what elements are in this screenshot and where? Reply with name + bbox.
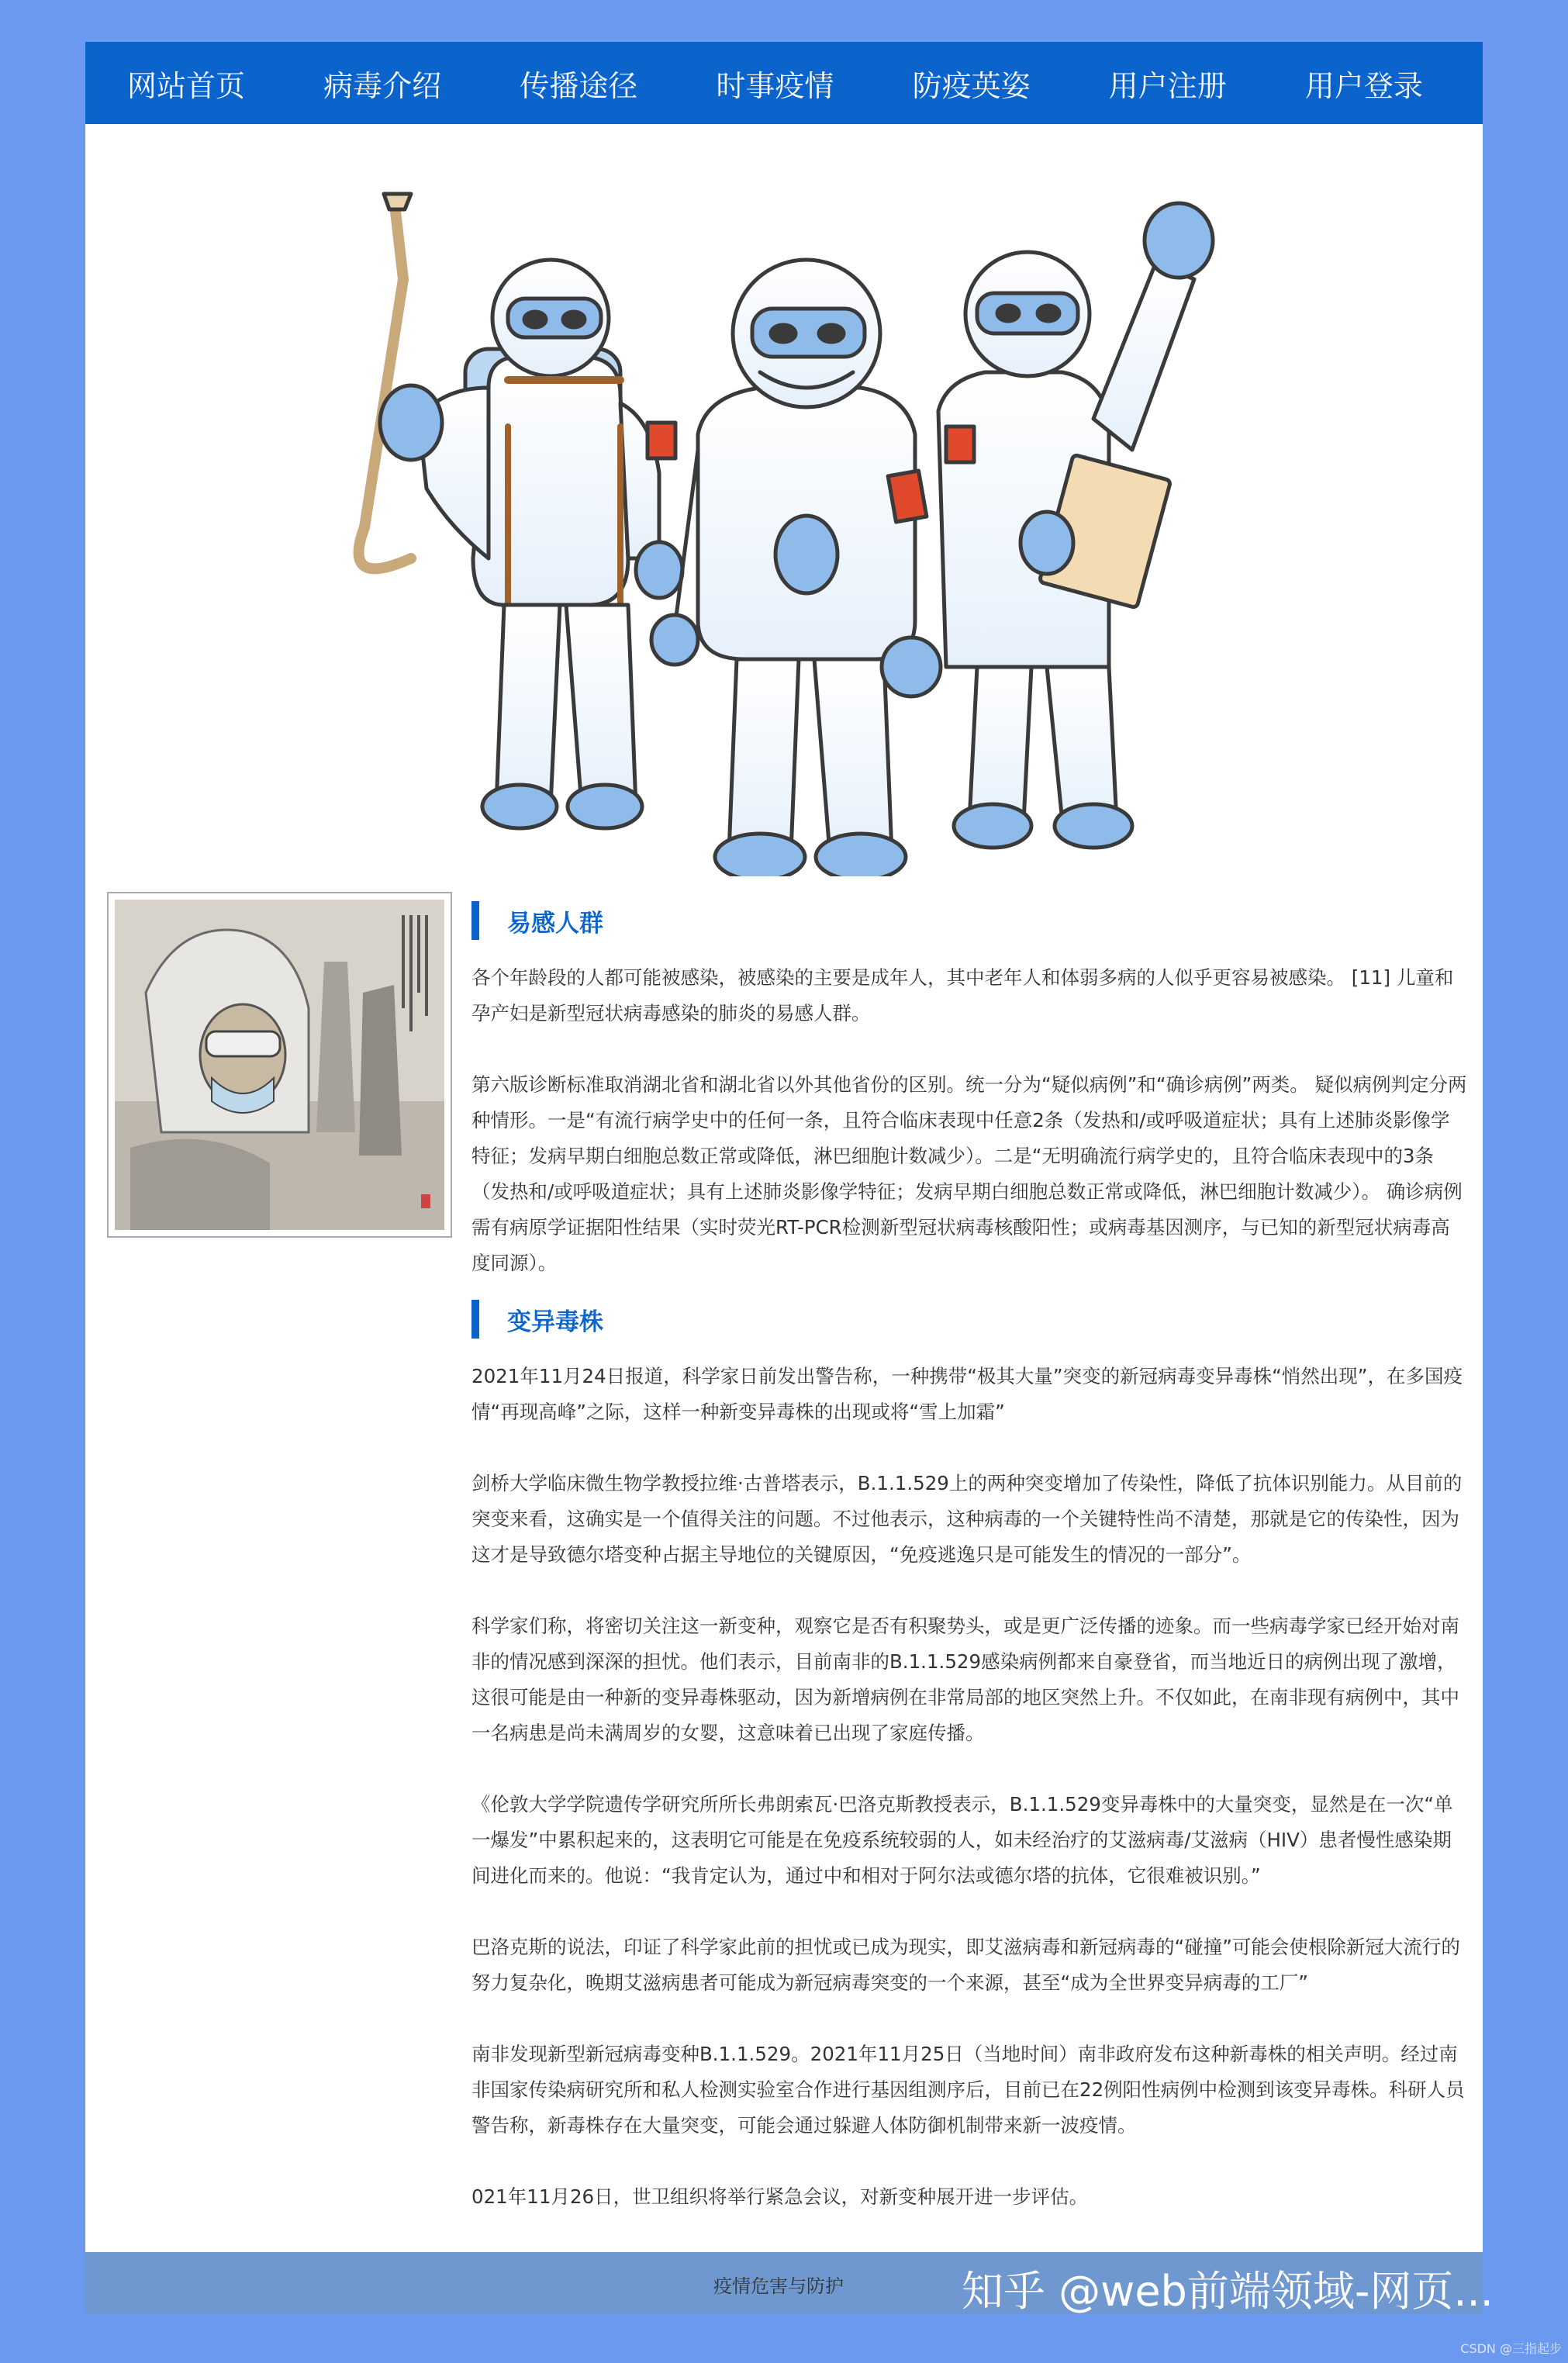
section-accent-bar xyxy=(471,1300,479,1339)
hero-illustration xyxy=(85,124,1483,876)
nav-login[interactable]: 用户登录 xyxy=(1304,68,1423,103)
nav-register[interactable]: 用户注册 xyxy=(1108,68,1227,103)
nav-current-news[interactable]: 时事疫情 xyxy=(716,68,834,103)
nav-heroes[interactable]: 防疫英姿 xyxy=(912,68,1031,103)
paragraph: 剑桥大学临床微生物学教授拉维·古普塔表示，B.1.1.529上的两种突变增加了传染性，降低了抗体识别能力。从目前的突变来看，这确实是一个值得关注的问题。不过他表示，这种病毒的一个关键特性尚不清楚，那就是它的传染性，因为这才是导致德尔塔变种占据主导地位的关键原因，“免疫逃逸只是可能发生的情况的一部分”。 xyxy=(471,1472,1463,1566)
paragraph: 021年11月26日，世卫组织将举行紧急会议，对新变种展开进一步评估。 xyxy=(471,2185,1089,2208)
paragraph: 第六版诊断标准取消湖北省和湖北省以外其他省份的区别。统一分为“疑似病例”和“确诊病例”两类。 疑似病例判定分两种情形。一是“有流行病学史中的任何一条，且符合临床表现中任意2条（发热和/或呼吸道症状；具有上述肺炎影像学特征；发病早期白细胞总数正常或降低，淋巴细胞计数减少）。二是“无明确流行病学史的，且符合临床表现中的3条（发热和/或呼吸道症状；具有上述肺炎影像学特征；发病早期白细胞总数正常或降低，淋巴细胞计数减少）。 确诊病例需有病原学证据阳性结果（实时荧光RT-PCR检测新型冠状病毒核酸阳性；或病毒基因测序，与已知的新型冠状病毒高度同源）。 xyxy=(471,1073,1467,1274)
paragraph: 2021年11月24日报道，科学家日前发出警告称，一种携带“极其大量”突变的新冠病毒变异毒株“悄然出现”，在多国疫情“再现高峰”之际，这样一种新变异毒株的出现或将“雪上加霜” xyxy=(471,1365,1463,1423)
csdn-watermark: CSDN @三指起步 xyxy=(1460,2341,1562,2356)
section-heading: 易感人群 xyxy=(507,909,603,938)
nav-home[interactable]: 网站首页 xyxy=(127,68,246,103)
main-content xyxy=(471,901,1468,2251)
paragraph: 《伦敦大学学院遗传学研究所所长弗朗索瓦·巴洛克斯教授表示，B.1.1.529变异毒株中的大量突变，显然是在一次“单一爆发”中累积起来的，这表明它可能是在免疫系统较弱的人，如未经治疗的艾滋病毒/艾滋病（HIV）患者慢性感染期间进化而来的。他说：“我肯定认为，通过中和相对于阿尔法或德尔塔的抗体，它很难被识别。” xyxy=(471,1793,1453,1887)
paragraph: 南非发现新型新冠病毒变种B.1.1.529。2021年11月25日（当地时间）南非政府发布这种新毒株的相关声明。经过南非国家传染病研究所和私人检测实验室合作进行基因组测序后，目前已在22例阳性病例中检测到该变异毒株。科研人员警告称，新毒株存在大量突变，可能会通过躲避人体防御机制带来新一波疫情。 xyxy=(471,2043,1465,2137)
page-container xyxy=(85,42,1494,2316)
nav-virus-intro[interactable]: 病毒介绍 xyxy=(323,68,442,103)
section-heading: 变异毒株 xyxy=(507,1308,603,1336)
footer xyxy=(85,2252,1494,2316)
section-accent-bar xyxy=(471,901,479,940)
footer-text: 疫情危害与防护 xyxy=(713,2275,844,2297)
paragraph: 科学家们称，将密切关注这一新变种，观察它是否有积聚势头，或是更广泛传播的迹象。而一些病毒学家已经开始对南非的情况感到深深的担忧。他们表示，目前南非的B.1.1.529感染病例都来自豪登省，而当地近日的病例出现了激增，这很可能是由一种新的变异毒株驱动，因为新增病例在非常局部的地区突然上升。不仅如此，在南非现有病例中，其中一名病患是尚未满周岁的女婴，这意味着已出现了家庭传播。 xyxy=(471,1615,1459,1744)
section-title-variant xyxy=(471,1300,1468,1339)
nav-transmission[interactable]: 传播途径 xyxy=(520,68,638,103)
paragraph: 巴洛克斯的说法，印证了科学家此前的担忧或已成为现实，即艾滋病毒和新冠病毒的“碰撞”可能会使根除新冠大流行的努力复杂化，晚期艾滋病患者可能成为新冠病毒突变的一个来源，甚至“成为全世界变异病毒的工厂” xyxy=(471,1936,1460,1994)
artwork-thumbnail xyxy=(107,892,452,1238)
paragraph: 各个年龄段的人都可能被感染，被感染的主要是成年人，其中老年人和体弱多病的人似乎更容易被感染。 [11] 儿童和孕产妇是新型冠状病毒感染的肺炎的易感人群。 xyxy=(471,966,1454,1024)
artwork-painting xyxy=(115,900,444,1230)
section-title-susceptible xyxy=(471,901,1468,940)
main-nav xyxy=(85,42,1483,124)
zhihu-watermark: 知乎 @web前端领域-网页... xyxy=(962,2267,1494,2316)
